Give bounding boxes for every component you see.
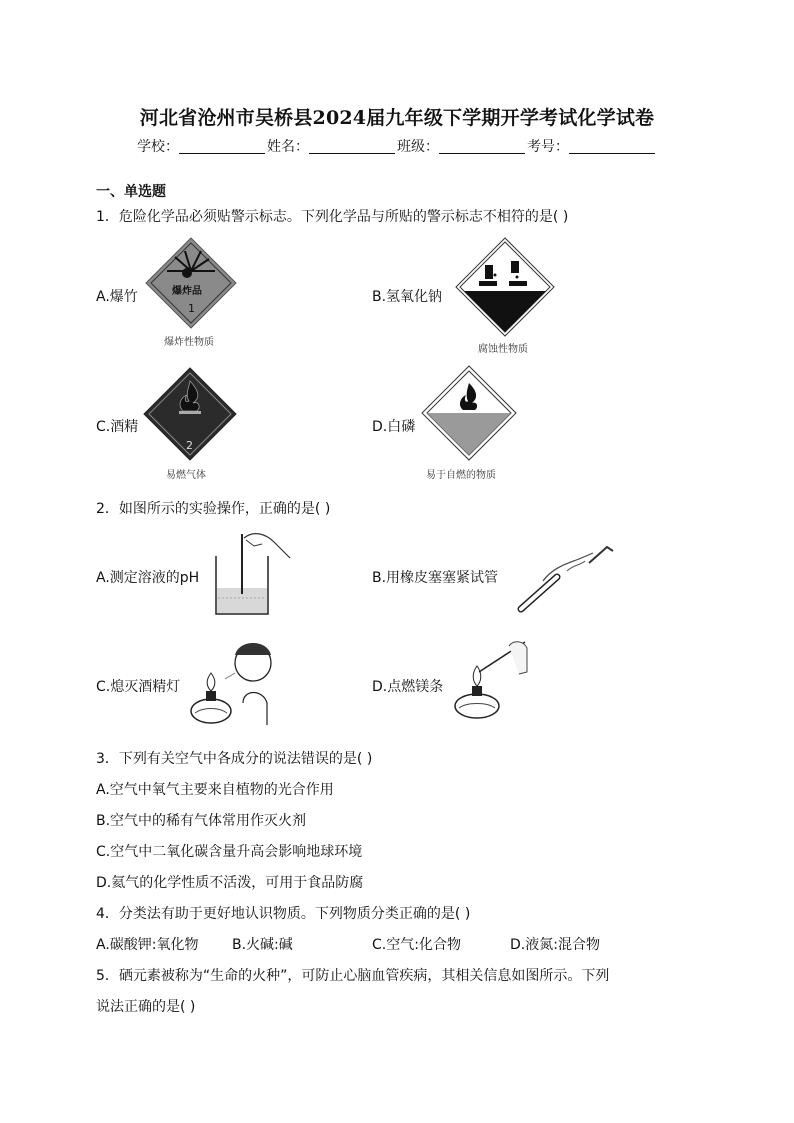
q2-option-a[interactable]: A.测定溶液的pH	[96, 570, 200, 586]
name-label: 姓名：	[267, 139, 309, 155]
ph-measurement-illustration	[210, 528, 296, 618]
explosive-sign-number: 1	[188, 302, 195, 315]
section-heading: 一、单选题	[96, 184, 166, 200]
q2-option-b[interactable]: B.用橡皮塞塞紧试管	[372, 570, 499, 586]
name-blank[interactable]	[309, 138, 395, 154]
q1-stem: 1．危险化学品必须贴警示标志。下列化学品与所贴的警示标志不相符的是( )	[96, 209, 569, 225]
class-label: 班级：	[397, 139, 439, 155]
school-label: 学校：	[137, 139, 179, 155]
q3-stem: 3．下列有关空气中各成分的说法错误的是( )	[96, 751, 373, 767]
q4-option-a[interactable]: A.碳酸钾:氧化物	[96, 937, 199, 953]
q1-caption-a: 爆炸性物质	[164, 337, 214, 348]
igniting-magnesium-illustration	[451, 636, 529, 720]
rubber-stopper-illustration	[513, 541, 623, 613]
q2-stem: 2．如图所示的实验操作，正确的是( )	[96, 501, 331, 517]
q2-option-d[interactable]: D.点燃镁条	[372, 679, 444, 695]
spontaneous-combustion-sign	[421, 365, 517, 461]
q1-caption-b: 腐蚀性物质	[478, 344, 528, 355]
q1-option-b[interactable]: B.氢氧化钠	[372, 289, 443, 305]
number-label: 考号：	[527, 139, 569, 155]
q2-option-c[interactable]: C.熄灭酒精灯	[96, 679, 181, 695]
q3-option-a[interactable]: A.空气中氧气主要来自植物的光合作用	[96, 782, 334, 798]
q1-option-c[interactable]: C.酒精	[96, 419, 139, 435]
q3-option-c[interactable]: C.空气中二氧化碳含量升高会影响地球环境	[96, 844, 363, 860]
school-blank[interactable]	[179, 138, 265, 154]
flammable-sign-number: 2	[186, 439, 193, 452]
q1-caption-c: 易燃气体	[166, 470, 206, 481]
blowing-out-lamp-illustration	[187, 633, 279, 725]
q4-option-b[interactable]: B.火碱:碱	[232, 937, 293, 953]
q1-caption-d: 易于自燃的物质	[426, 470, 496, 481]
q5-stem-line1: 5．硒元素被称为“生命的火种”，可防止心脑血管疾病，其相关信息如图所示。下列	[96, 968, 610, 984]
corrosive-warning-sign	[455, 237, 555, 337]
q4-option-d[interactable]: D.液氮:混合物	[510, 937, 600, 953]
class-blank[interactable]	[439, 138, 525, 154]
q3-option-d[interactable]: D.氦气的化学性质不活泼，可用于食品防腐	[96, 875, 364, 891]
q1-option-d[interactable]: D.白磷	[372, 419, 416, 435]
q5-stem-line2: 说法正确的是( )	[96, 999, 196, 1015]
q4-option-c[interactable]: C.空气:化合物	[372, 937, 461, 953]
page-title: 河北省沧州市吴桥县2024届九年级下学期开学考试化学试卷	[139, 107, 655, 129]
q3-option-b[interactable]: B.空气中的稀有气体常用作灭火剂	[96, 813, 307, 829]
number-blank[interactable]	[569, 138, 655, 154]
explosive-sign-text: 爆炸品	[172, 286, 202, 297]
q1-option-a[interactable]: A.爆竹	[96, 289, 138, 305]
q4-stem: 4．分类法有助于更好地认识物质。下列物质分类正确的是( )	[96, 906, 471, 922]
student-info	[0, 136, 794, 156]
